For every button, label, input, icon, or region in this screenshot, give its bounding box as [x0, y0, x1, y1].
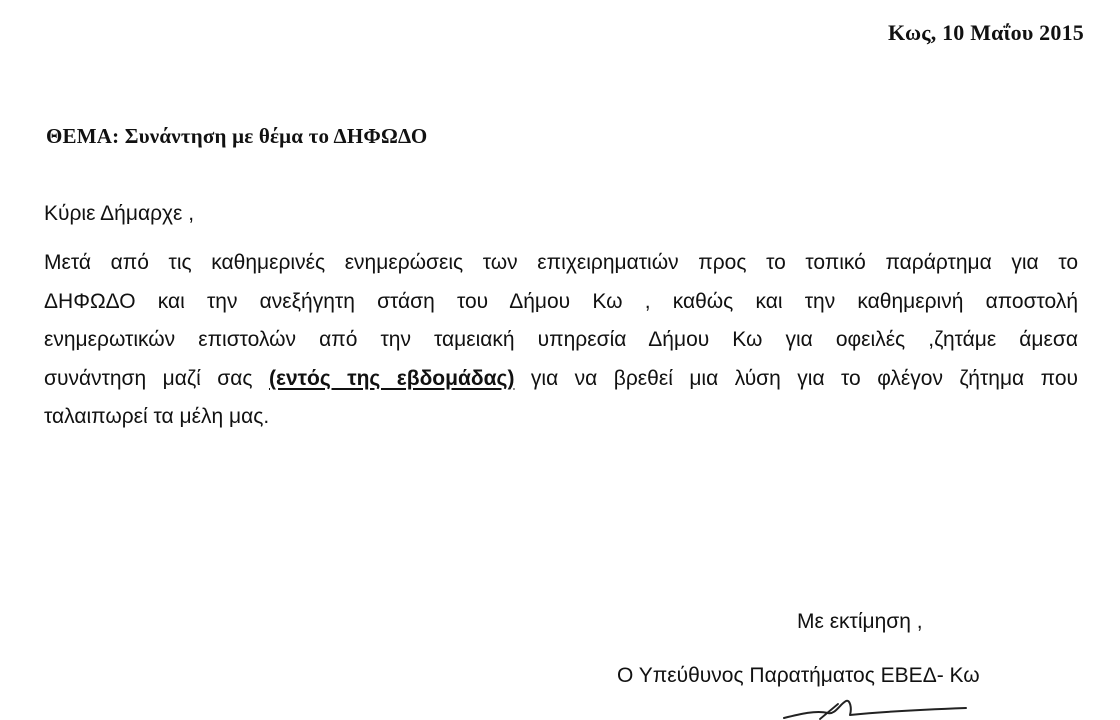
body-line-1: Μετά από τις καθημερινές ενημερώσεις των επιχειρηματιών προς το τοπικό παράρτημα για το — [44, 251, 1078, 274]
date-line: Κως, 10 Μαΐου 2015 — [888, 20, 1084, 45]
closing-salutation: Με εκτίμηση , — [797, 610, 923, 633]
letter-body — [44, 244, 1078, 437]
emphasized-deadline: (εντός της εβδομάδας) — [268, 366, 515, 390]
handwritten-signature — [780, 698, 970, 720]
body-line-5: ταλαιπωρεί τα μέλη μας. — [44, 405, 270, 428]
subject-line: ΘΕΜΑ: Συνάντηση με θέμα το ΔΗΦΩΔΟ — [46, 124, 428, 148]
greeting: Κύριε Δήμαρχε , — [44, 202, 195, 225]
body-line-4-end: για να βρεθεί μια λύση για το φλέγον ζήτημα που — [514, 366, 1078, 390]
body-line-4 — [44, 360, 1078, 399]
body-line-2: ΔΗΦΩΔΟ και την ανεξήγητη στάση του Δήμου Κω , καθώς και την καθημερινή αποστολή — [44, 289, 1078, 313]
signatory-title: Ο Υπεύθυνος Παρατήματος ΕΒΕΔ- Κω — [617, 664, 980, 687]
body-line-4-start: συνάντηση μαζί σας — [44, 366, 269, 390]
body-line-3: ενημερωτικών επιστολών από την ταμειακή υπηρεσία Δήμου Κω για οφειλές ,ζητάμε άμεσα — [44, 328, 1078, 351]
signature-stroke — [784, 701, 966, 718]
